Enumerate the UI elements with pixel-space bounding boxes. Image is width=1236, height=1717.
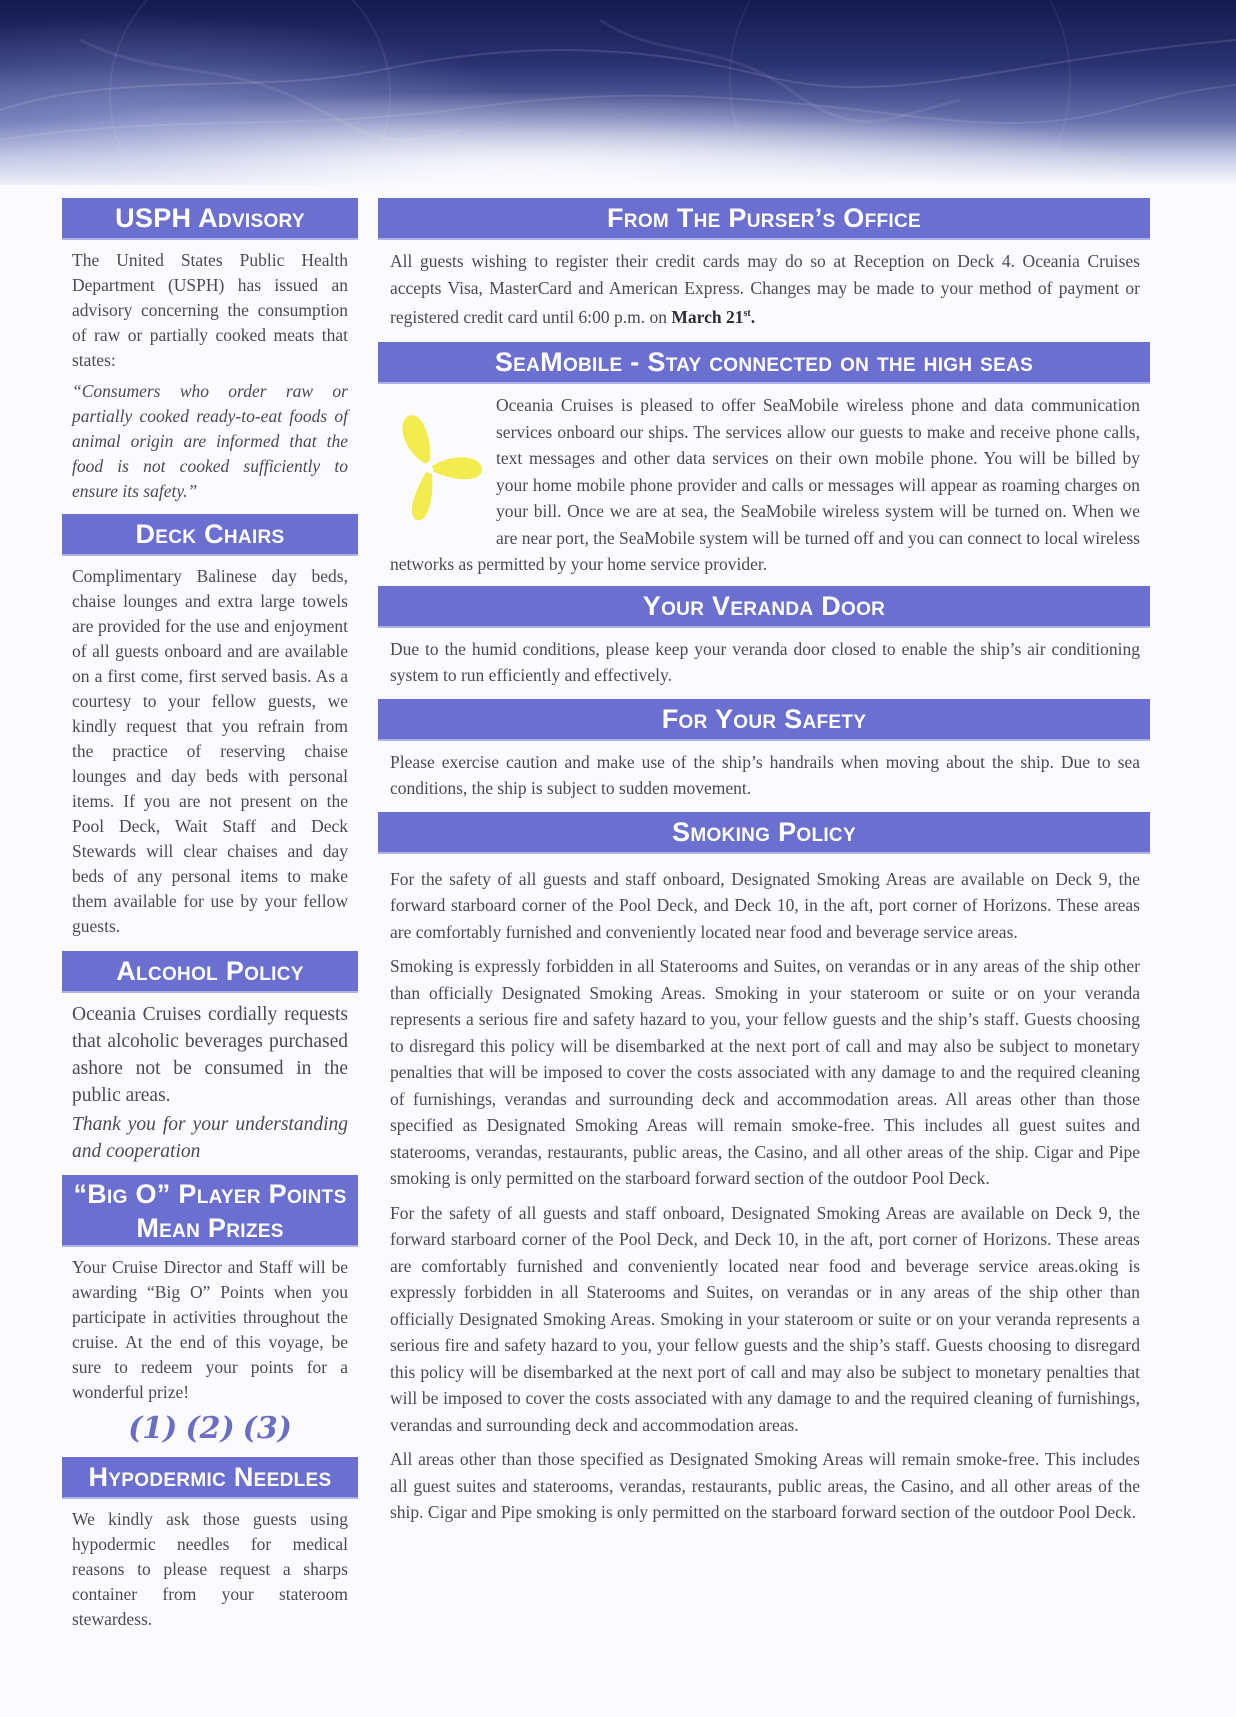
usph-advisory-section <box>62 198 358 512</box>
badge-1-icon: (1) <box>128 1411 178 1446</box>
smoking-paragraph-4: All areas other than those specified as Designated Smoking Areas will remain smoke-free. This includes all guest suites and staterooms, verandas, restaurants, public areas, the Casino, and all other areas of the ship. Cigar and Pipe smoking is only permitted on the starboard forward section of the outdoor Pool Deck. <box>390 1449 1140 1523</box>
hypodermic-needles-title: Hypodermic Needles <box>62 1457 358 1499</box>
purser-title: From The Purser’s Office <box>378 198 1150 240</box>
left-column <box>62 198 358 1640</box>
seamobile-logo-icon <box>386 394 496 534</box>
hypodermic-needles-section <box>62 1457 358 1640</box>
usph-advisory-quote: “Consumers who order raw or partially cooked ready-to-eat foods of animal origin are informed that the food is not cooked sufficiently to ensure its safety.” <box>72 381 348 501</box>
deck-chairs-section <box>62 514 358 947</box>
seamobile-section <box>378 342 1150 586</box>
big-o-title-line1: “Big O” Player Points <box>73 1179 347 1209</box>
smoking-paragraph-2: Smoking is expressly forbidden in all Staterooms and Suites, on verandas or in any areas of the ship other than officially Designated Smoking Areas. Smoking in your stateroom or suite or on your veranda represents a serious fire and safety hazard to you, your fellow guests and the ship’s staff. Guests choosing to disregard this policy will be disembarked at the next port of call and may also be subject to monetary penalties that will be imposed to cover the costs associated with any damage to and the required cleaning of furnishings, verandas and surrounding deck and accommodation areas. All areas other than those specified as Designated Smoking Areas will remain smoke-free. This includes all guest suites and staterooms, verandas, restaurants, public areas, the Casino, and all other areas of the ship. Cigar and Pipe smoking is only permitted on the starboard forward section of the outdoor Pool Deck. <box>390 956 1140 1189</box>
right-column <box>378 198 1150 1534</box>
smoking-paragraph-1: For the safety of all guests and staff onboard, Designated Smoking Areas are available on Deck 9, the forward starboard corner of the Pool Deck, and Deck 10, in the aft, port corner of Horizons. These areas are comfortably furnished and conveniently located near food and beverage service areas. <box>390 868 1140 942</box>
safety-title: For Your Safety <box>378 699 1150 741</box>
smoking-section <box>378 812 1150 1534</box>
big-o-section <box>62 1175 358 1457</box>
smoking-title: Smoking Policy <box>378 812 1150 854</box>
deck-chairs-title: Deck Chairs <box>62 514 358 556</box>
alcohol-policy-title: Alcohol Policy <box>62 951 358 993</box>
seamobile-body: Oceania Cruises is pleased to offer SeaMobile wireless phone and data communication services onboard our ships. The services allow our guests to make and receive phone calls, text messages and other data services on their own mobile phone. You will be billed by your home mobile phone provider and calls or messages will appear as roaming charges on your bill. Once we are at sea, the SeaMobile wireless system will be turned on. When we are near port, the SeaMobile system will be turned off and you can connect to local wireless networks as permitted by your home service provider. <box>390 395 1140 575</box>
big-o-title-line2: Mean Prizes <box>136 1213 284 1243</box>
alcohol-policy-section <box>62 951 358 1173</box>
veranda-section <box>378 586 1150 697</box>
safety-body: Please exercise caution and make use of the ship’s handrails when moving about the ship. Due to sea conditions, the ship is subject to sudden movement. <box>390 751 1140 799</box>
deck-chairs-body: Complimentary Balinese day beds, chaise lounges and extra large towels are provided for the use and enjoyment of all guests onboard and are available on a first come, first served basis. As a courtesy to your fellow guests, we kindly request that you refrain from the practice of reserving chaise lounges and day beds with personal items. If you are not present on the Pool Deck, Wait Staff and Deck Stewards will clear chaises and day beds of any personal items to make them available for use by your fellow guests. <box>72 566 348 936</box>
safety-section <box>378 699 1150 810</box>
veranda-title: Your Veranda Door <box>378 586 1150 628</box>
alcohol-policy-thanks: Thank you for your understanding and cooperation <box>72 1114 348 1162</box>
usph-advisory-body: The United States Public Health Department (USPH) has issued an advisory concerning the consumption of raw or partially cooked meats that states: <box>72 250 348 370</box>
big-o-title <box>62 1175 358 1247</box>
map-texture <box>0 0 1236 185</box>
big-o-body: Your Cruise Director and Staff will be awarding “Big O” Points when you participate in activities throughout the cruise. At the end of this voyage, be sure to redeem your points for a wonderful prize! <box>72 1257 348 1402</box>
hypodermic-needles-body: We kindly ask those guests using hypodermic needles for medical reasons to please request a sharps container from your stateroom stewardess. <box>72 1509 348 1629</box>
smoking-paragraph-3: For the safety of all guests and staff onboard, Designated Smoking Areas are available on Deck 9, the forward starboard corner of the Pool Deck, and Deck 10, in the aft, port corner of Horizons. These areas are comfortably furnished and conveniently located near food and beverage service areas.oking is expressly forbidden in all Staterooms and Suites, on verandas or in any areas of the ship other than officially Designated Smoking Areas. Smoking in your stateroom or suite or on your veranda represents a serious fire and safety hazard to you, your fellow guests and the ship’s staff. Guests choosing to disregard this policy will be disembarked at the next port of call and may also be subject to monetary penalties that will be imposed to cover the costs associated with any damage to and the required cleaning of furnishings, verandas and surrounding deck and accommodation areas. <box>390 1202 1140 1435</box>
veranda-body: Due to the humid conditions, please keep your veranda door closed to enable the ship’s air conditioning system to run efficiently and effectively. <box>390 638 1140 686</box>
badge-3-icon: (3) <box>242 1411 292 1446</box>
usph-advisory-title: USPH Advisory <box>62 198 358 240</box>
badge-2-icon: (2) <box>185 1411 235 1446</box>
header-banner <box>0 0 1236 185</box>
purser-body: All guests wishing to register their credit cards may do so at Reception on Deck 4. Oceania Cruises accepts Visa, MasterCard and American Express. Changes may be made to your method of payment or registered credit card until 6:00 p.m. on March 21st. <box>390 251 1140 327</box>
purser-date: March 21st. <box>671 306 756 327</box>
seamobile-title: SeaMobile - Stay connected on the high seas <box>378 342 1150 384</box>
big-o-badges <box>62 1407 358 1457</box>
purser-section <box>378 198 1150 338</box>
alcohol-policy-body: Oceania Cruises cordially requests that alcoholic beverages purchased ashore not be consumed in the public areas. <box>72 1004 348 1106</box>
